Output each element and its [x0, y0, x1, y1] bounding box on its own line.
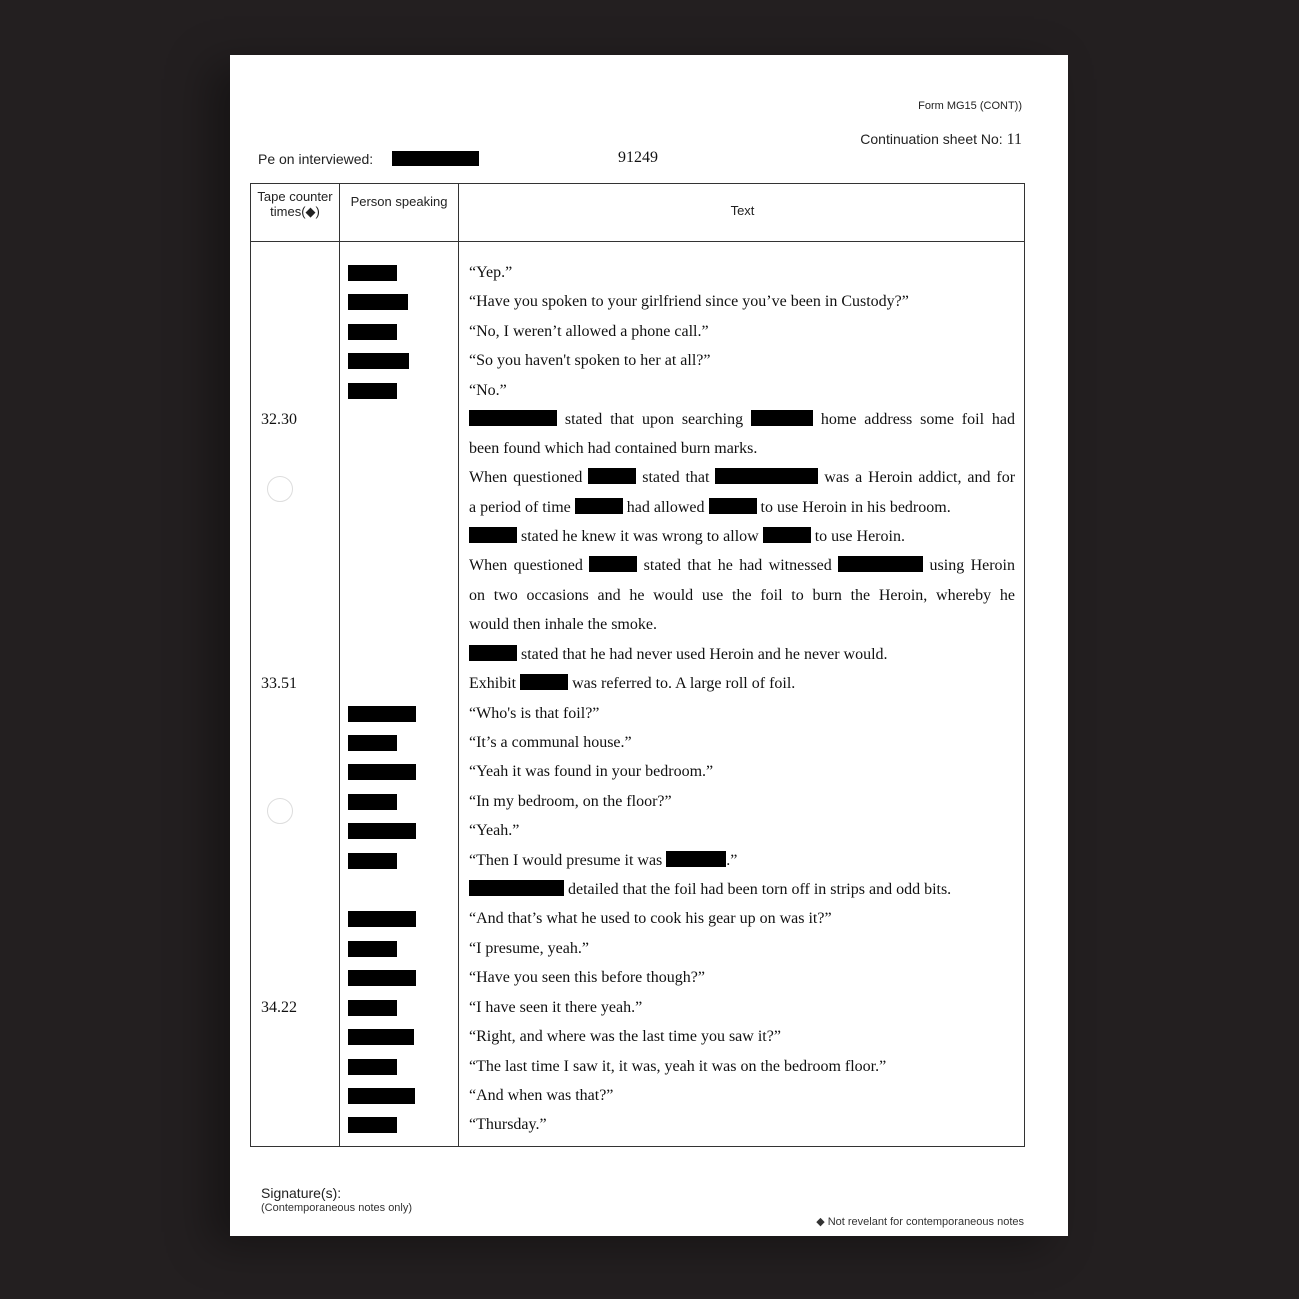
transcript-row — [230, 733, 1068, 762]
header-text: Text — [730, 203, 755, 218]
line-segment: home address some foil had — [820, 411, 1015, 428]
transcript-row — [230, 704, 1068, 733]
speaker-redaction — [348, 911, 416, 927]
transcript-line — [469, 498, 1015, 518]
transcript-row — [230, 851, 1068, 880]
transcript-row — [230, 556, 1068, 585]
transcript-row — [230, 468, 1068, 497]
header-person-speaking: Person speaking — [350, 194, 448, 209]
redaction-bar — [709, 498, 757, 514]
redaction-bar — [469, 880, 564, 896]
transcript-row — [230, 498, 1068, 527]
person-interviewed-label: Pe on interviewed: — [258, 151, 374, 167]
speaker-redaction — [348, 353, 409, 369]
transcript-line: “Yep.” — [469, 264, 513, 281]
redaction-bar — [520, 674, 568, 690]
line-segment: was a Heroin addict, and for — [824, 469, 1016, 486]
line-segment: to use Heroin. — [814, 528, 905, 545]
transcript-row — [230, 322, 1068, 351]
transcript-row — [230, 674, 1068, 703]
transcript-row — [230, 1027, 1068, 1056]
transcript-row — [230, 615, 1068, 644]
transcript-row — [230, 292, 1068, 321]
transcript-line: “I have seen it there yeah.” — [469, 999, 643, 1016]
signature-label: Signature(s): — [261, 1185, 342, 1201]
speaker-redaction — [348, 265, 397, 281]
transcript-row — [230, 998, 1068, 1027]
speaker-redaction — [348, 823, 416, 839]
speaker-redaction — [348, 970, 416, 986]
transcript-line — [469, 527, 1015, 547]
transcript-line: “And that’s what he used to cook his gear up on was it?” — [469, 910, 832, 927]
header-divider — [251, 241, 1024, 242]
redaction-bar — [715, 468, 818, 484]
transcript-row — [230, 909, 1068, 938]
transcript-row — [230, 586, 1068, 615]
footnote: ◆ Not revelant for contemporaneous notes — [816, 1216, 1024, 1228]
line-segment: detailed that the foil had been torn off in strips and odd bits. — [568, 881, 952, 898]
redaction-bar — [469, 410, 557, 426]
redaction-bar — [575, 498, 623, 514]
speaker-redaction — [348, 383, 397, 399]
speaker-redaction — [348, 764, 416, 780]
speaker-redaction — [348, 794, 397, 810]
speaker-redaction — [348, 1117, 397, 1133]
speaker-redaction — [348, 1000, 397, 1016]
speaker-redaction — [348, 941, 397, 957]
transcript-line: “Have you seen this before though?” — [469, 969, 705, 986]
transcript-line — [469, 880, 1015, 900]
speaker-redaction — [348, 294, 408, 310]
transcript-row — [230, 1115, 1068, 1144]
redaction-bar — [469, 645, 517, 661]
speaker-redaction — [348, 735, 397, 751]
transcript-row — [230, 527, 1068, 556]
continuation-sheet — [860, 131, 1022, 149]
line-segment: stated that upon searching — [564, 411, 744, 428]
transcript-row — [230, 351, 1068, 380]
transcript-line — [469, 468, 1015, 488]
transcript-line: “Who's is that foil?” — [469, 705, 600, 722]
speaker-redaction — [348, 1029, 414, 1045]
document-page — [230, 55, 1068, 1236]
signature-note: (Contemporaneous notes only) — [261, 1202, 413, 1214]
redaction-bar — [589, 556, 637, 572]
line-segment: When questioned — [469, 469, 583, 486]
line-segment: .” — [726, 852, 738, 869]
speaker-redaction — [348, 1059, 397, 1075]
transcript-row — [230, 968, 1068, 997]
transcript-line: would then inhale the smoke. — [469, 616, 657, 633]
reference-number: 91249 — [618, 149, 658, 166]
transcript-row — [230, 792, 1068, 821]
tape-time: 34.22 — [261, 999, 297, 1016]
line-segment: When questioned — [469, 557, 583, 574]
transcript-line — [469, 851, 1015, 871]
line-segment: stated that he had never used Heroin and he never would. — [521, 646, 888, 663]
transcript-row — [230, 1086, 1068, 1115]
redaction-bar — [392, 151, 479, 166]
transcript-line: on two occasions and he would use the foil to burn the Heroin, whereby he — [469, 587, 1015, 604]
transcript-line: “No.” — [469, 382, 507, 399]
transcript-line — [469, 556, 1015, 576]
redaction-bar — [469, 527, 517, 543]
transcript-line: “Right, and where was the last time you saw it?” — [469, 1028, 781, 1045]
transcript-line: “Thursday.” — [469, 1116, 547, 1133]
transcript-line: “In my bedroom, on the floor?” — [469, 793, 672, 810]
transcript-row — [230, 939, 1068, 968]
transcript-row — [230, 410, 1068, 439]
sheet-number: 11 — [1006, 131, 1022, 148]
transcript-line: “It’s a communal house.” — [469, 734, 632, 751]
transcript-row — [230, 381, 1068, 410]
speaker-redaction — [348, 324, 397, 340]
transcript-line: “So you haven't spoken to her at all?” — [469, 352, 711, 369]
line-segment: stated he knew it was wrong to allow — [521, 528, 759, 545]
redaction-bar — [666, 851, 726, 867]
transcript-row — [230, 880, 1068, 909]
transcript-line: been found which had contained burn marks. — [469, 440, 758, 457]
redaction-bar — [763, 527, 811, 543]
transcript-row — [230, 263, 1068, 292]
redaction-bar — [588, 468, 636, 484]
transcript-line: “No, I weren’t allowed a phone call.” — [469, 323, 709, 340]
line-segment: a period of time — [469, 499, 571, 516]
tape-time: 32.30 — [261, 411, 297, 428]
form-code: Form MG15 (CONT)) — [918, 100, 1022, 112]
transcript-line — [469, 645, 1015, 665]
line-segment: stated that he had witnessed — [643, 557, 832, 574]
sheet-label: Continuation sheet No: — [860, 131, 1003, 147]
line-segment: to use Heroin in his bedroom. — [760, 499, 951, 516]
line-segment: Exhibit — [469, 675, 517, 692]
tape-time: 33.51 — [261, 675, 297, 692]
transcript-line: “Yeah.” — [469, 822, 520, 839]
speaker-redaction — [348, 706, 416, 722]
transcript-line — [469, 410, 1015, 430]
transcript-line: “I presume, yeah.” — [469, 940, 589, 957]
transcript-line: “The last time I saw it, it was, yeah it was on the bedroom floor.” — [469, 1058, 887, 1075]
redaction-bar — [838, 556, 923, 572]
transcript-line: “Yeah it was found in your bedroom.” — [469, 763, 714, 780]
line-segment: stated that — [642, 469, 710, 486]
line-segment: was referred to. A large roll of foil. — [572, 675, 796, 692]
header-tape-counter: Tape counter times(◆) — [257, 189, 333, 219]
line-segment: “Then I would presume it was — [469, 852, 663, 869]
transcript-row — [230, 1057, 1068, 1086]
transcript-line: “And when was that?” — [469, 1087, 614, 1104]
transcript-row — [230, 821, 1068, 850]
transcript-row — [230, 645, 1068, 674]
transcript-row — [230, 439, 1068, 468]
line-segment: using Heroin — [929, 557, 1016, 574]
line-segment: had allowed — [626, 499, 705, 516]
speaker-redaction — [348, 1088, 415, 1104]
transcript-row — [230, 762, 1068, 791]
speaker-redaction — [348, 853, 397, 869]
transcript-line: “Have you spoken to your girlfriend since you’ve been in Custody?” — [469, 293, 909, 310]
redaction-bar — [751, 410, 813, 426]
transcript-line — [469, 674, 1015, 694]
